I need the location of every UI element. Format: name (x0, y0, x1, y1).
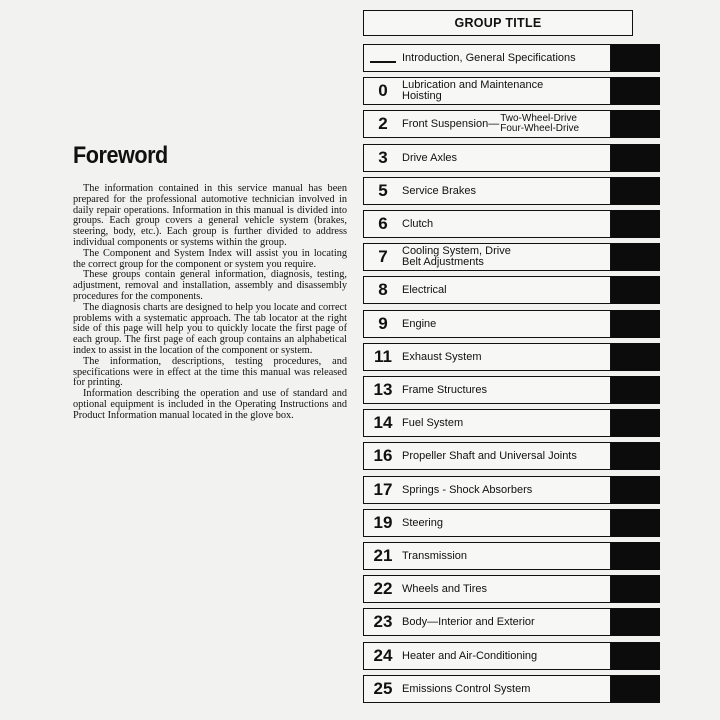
group-tab-box[interactable] (363, 542, 611, 570)
group-tab-box[interactable] (363, 509, 611, 537)
group-number: 24 (373, 646, 393, 665)
group-tab-box[interactable] (363, 77, 611, 105)
foreword-title: Foreword (73, 142, 168, 169)
suspension-option: Four-Wheel-Drive (500, 123, 580, 134)
tab-locator-marker (611, 376, 660, 404)
group-tab[interactable] (363, 243, 660, 271)
group-tab-box[interactable] (363, 608, 611, 636)
group-number: 14 (373, 413, 393, 432)
group-tab[interactable] (363, 542, 660, 570)
tab-locator-marker (611, 77, 660, 105)
group-tab[interactable] (363, 675, 660, 703)
group-label-line: Lubrication and Maintenance (402, 79, 544, 91)
tab-locator-marker (611, 276, 660, 304)
foreword-paragraph: These groups contain general information, diagnosis, testing, adjustment, removal and installation, assembly and disassembly procedures for the components. (73, 269, 347, 302)
foreword-paragraph: The information contained in this service manual has been prepared for the professional automotive technician involved in daily repair operations. Information in this manual is divided into groups. Each group covers a general vehicle system (brakes, steering, body, etc.). Each group is further divided to address individual components or systems within the group. (73, 183, 347, 248)
tab-locator-marker (611, 476, 660, 504)
group-label-line: Hoisting (402, 90, 442, 102)
group-label: Clutch (402, 217, 434, 230)
group-label: Exhaust System (402, 350, 482, 363)
group-number: 2 (378, 114, 388, 133)
group-number: 9 (378, 314, 388, 333)
foreword-paragraph: The Component and System Index will assist you in locating the correct group for the component or system you require. (73, 247, 347, 270)
group-tab-box[interactable] (363, 44, 611, 72)
foreword-paragraph: The diagnosis charts are designed to help you locate and correct problems with a systematic approach. The tab locator at the right side of this page will help you to quickly locate the first page of each group. The first page of each group contains an alphabetical index to assist in the location of the component or system. (73, 301, 347, 356)
tab-locator-marker (611, 44, 660, 72)
group-label-line: Belt Adjustments (402, 256, 484, 268)
group-tab-box[interactable] (363, 675, 611, 703)
suspension-options (500, 114, 579, 134)
group-tab[interactable] (363, 110, 660, 138)
group-number: 11 (374, 347, 392, 366)
group-title-header: GROUP TITLE (363, 10, 633, 36)
foreword-paragraph: The information, descriptions, testing procedures, and specifications were in effect at the time this manual was released for printing. (73, 355, 347, 389)
tab-locator-marker (611, 110, 660, 138)
group-label: Drive Axles (402, 151, 458, 164)
group-number: 16 (373, 446, 393, 465)
tab-locator-marker (611, 177, 660, 205)
foreword-section (73, 142, 347, 422)
suspension-option: Two-Wheel-Drive (500, 113, 577, 124)
group-label: Wheels and Tires (402, 582, 487, 595)
group-label: Electrical (402, 283, 447, 296)
group-number (364, 48, 402, 68)
tab-locator-marker (611, 509, 660, 537)
group-tab[interactable] (363, 210, 660, 238)
group-tab-box[interactable] (363, 575, 611, 603)
group-tab-box[interactable] (363, 276, 611, 304)
group-label-text: Front Suspension— (402, 117, 500, 130)
tab-locator-marker (611, 542, 660, 570)
group-tab[interactable] (363, 509, 660, 537)
group-number: 25 (373, 679, 393, 698)
group-tab[interactable] (363, 376, 660, 404)
group-label: Body—Interior and Exterior (402, 615, 535, 628)
group-number: 21 (373, 546, 393, 565)
group-tab-box[interactable] (363, 343, 611, 371)
group-label-line: Cooling System, Drive (402, 245, 511, 257)
group-tab[interactable] (363, 276, 660, 304)
group-tab-box[interactable] (363, 376, 611, 404)
group-number: 23 (373, 612, 393, 631)
group-tab-box[interactable] (363, 177, 611, 205)
group-tab-box[interactable] (363, 243, 611, 271)
group-label (402, 114, 579, 134)
group-label: Propeller Shaft and Universal Joints (402, 449, 577, 462)
group-tab[interactable] (363, 343, 660, 371)
group-tab-box[interactable] (363, 476, 611, 504)
group-label (402, 80, 543, 102)
tab-locator-marker (611, 310, 660, 338)
group-label: Steering (402, 516, 443, 529)
group-label: Engine (402, 317, 437, 330)
group-label: Heater and Air-Conditioning (402, 649, 538, 662)
group-number: 13 (373, 380, 393, 399)
group-tab-box[interactable] (363, 642, 611, 670)
group-tab[interactable] (363, 642, 660, 670)
group-number: 6 (378, 214, 388, 233)
group-label: Emissions Control System (402, 682, 531, 695)
group-tab[interactable] (363, 608, 660, 636)
group-tab[interactable] (363, 177, 660, 205)
group-number: 5 (378, 181, 388, 200)
group-tab[interactable] (363, 144, 660, 172)
group-tab[interactable] (363, 44, 660, 72)
group-label: Introduction, General Specifications (402, 51, 576, 64)
group-number: 7 (378, 247, 388, 266)
tab-locator-marker (611, 243, 660, 271)
group-tab-box[interactable] (363, 442, 611, 470)
tab-locator-marker (611, 675, 660, 703)
group-tab[interactable] (363, 310, 660, 338)
foreword-paragraph: Information describing the operation and use of standard and optional equipment is included in the Operating Instructions and Product Information manual located in the glove box. (73, 388, 347, 421)
dash-icon (370, 61, 396, 63)
group-tab-box[interactable] (363, 409, 611, 437)
tab-locator-marker (611, 642, 660, 670)
tab-locator-marker (611, 343, 660, 371)
tab-locator-marker (611, 144, 660, 172)
group-label: Springs - Shock Absorbers (402, 483, 533, 496)
group-number: 22 (373, 579, 393, 598)
group-number: 3 (378, 148, 388, 167)
group-number: 19 (373, 513, 393, 532)
group-tab-box[interactable] (363, 110, 611, 138)
group-tab[interactable] (363, 575, 660, 603)
group-label: Frame Structures (402, 383, 487, 396)
group-label: Service Brakes (402, 184, 476, 197)
group-number: 17 (373, 480, 393, 499)
tab-locator-marker (611, 409, 660, 437)
group-label: Transmission (402, 549, 467, 562)
group-number: 8 (378, 280, 388, 299)
tab-locator-marker (611, 575, 660, 603)
group-tab-box[interactable] (363, 310, 611, 338)
tab-locator-marker (611, 608, 660, 636)
group-tab-box[interactable] (363, 144, 611, 172)
group-tab[interactable] (363, 476, 660, 504)
group-label: Fuel System (402, 416, 464, 429)
group-tab[interactable] (363, 409, 660, 437)
tab-locator-marker (611, 210, 660, 238)
group-label (402, 246, 511, 268)
group-tab-box[interactable] (363, 210, 611, 238)
group-tab[interactable] (363, 442, 660, 470)
group-tab[interactable] (363, 77, 660, 105)
tab-locator-marker (611, 442, 660, 470)
group-number: 0 (378, 81, 388, 100)
